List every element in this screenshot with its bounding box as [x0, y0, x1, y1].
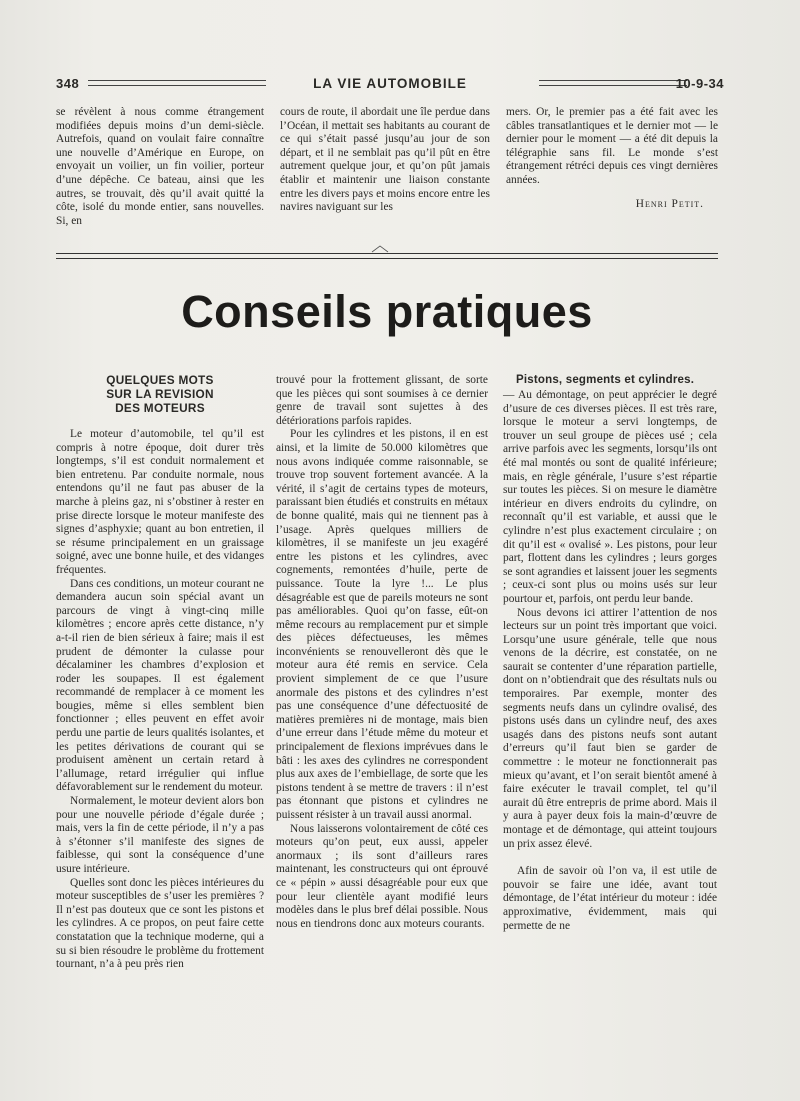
issue-date: 10-9-34 — [675, 76, 724, 91]
paragraph: Normalement, le moteur devient alors bon pour une nouvelle période d’égale durée ; mais, vers la fin de cette période, il n’y a pas à s’étonner s’il manifeste des signes de faiblesse, qui sont la conséquence d’une usure intérieure. — [56, 795, 264, 875]
paragraph: Le moteur d’automobile, tel qu’il est compris à notre époque, doit durer très longtemps, s’il est conduit normalement et bien entretenu. Par conduite normale, nous entendons qu’il ne faut pas abuser de la marche à pleins gaz, ni s’obstiner à rester en prise directe lorsque le moteur manifeste des signes d’asphyxie; quant au bon entretien, il se résume principalement en un graissage soigné, avec une bonne huile, et des vidanges fréquentes. — [56, 428, 264, 576]
journal-title: LA VIE AUTOMOBILE — [313, 76, 467, 91]
paragraph: trouvé pour la frottement glissant, de sorte que les pièces qui sont soumises à ce dernier genre de travail sont sujettes à des détériorations parfois rapides. — [276, 374, 488, 427]
paragraph: mers. Or, le premier pas a été fait avec les câbles transatlantiques et le dernier mot — le dernier pour le moment — a été dit depuis la télégraphie sans fil. Le monde s’est étrangement rétréci depuis ces vingt dernières années. — [506, 106, 718, 186]
author-signature: Henri Petit. — [635, 197, 704, 210]
subtitle-line-1: QUELQUES MOTS — [106, 373, 214, 387]
section-separator — [56, 253, 718, 259]
section-heading: Pistons, segments et cylindres. — [516, 374, 695, 386]
paragraph: Quelles sont donc les pièces intérieures du moteur susceptibles de s’user les premières ? Il n’est pas douteux que ce sont les pistons et les cylindres. A ce propos, on peut faire cette constatation que la technique moderne, qui a su si bien résoudre le problème du frottement tournant, n’a à peu près rien — [56, 876, 264, 971]
paragraph: cours de route, il abordait une île perdue dans l’Océan, il mettait ses habitants au courant de ce qui s’était passé jusqu’au jour de son départ, et il ne semblait pas qu’il pût en être autrement quelque jour, et qu’on pût jamais établir et maintenir une liaison constante entre les divers pays et moins encore entre les navires naviguant sur les — [280, 106, 490, 214]
paragraph: Nous devons ici attirer l’attention de nos lecteurs sur un point très important que voici. Lorsqu’une usure générale, telle que nous venons de la décrire, est constatée, on ne saurait se contenter d’une réparation partielle, dont on n’obtiendrait que des résultats nuls ou temporaires. Par exemple, monter des segments neufs dans un cylindre ovalisé, des pistons usés dans un cylindre neuf, des axes usagés dans des pistons neufs sont autant d’erreurs qu’il faut bien se garder de commettre : le moteur ne fonctionnerait pas mieux qu’avant, et l’on serait bientôt amené à faire exécuter le travail complet, tel qu’il aurait dû être entrepris de prime abord. Mais il y aura à payer deux fois la main-d’œuvre de montage et de démontage, qui atteint toujours un prix assez élevé. — [503, 606, 717, 850]
paragraph: se révèlent à nous comme étrangement modifiées depuis moins d’un demi-siècle. Autrefois, quand on voulait faire connaître une nouvelle d’Amérique en Europe, on envoyait un voilier, un fin voilier, porteur d’une dépêche. Ce bateau, ainsi que les autres, se trouvait, dès qu’il avait quitté la côte, isolé du monde entier, sans nouvelles. Si, en — [56, 106, 264, 227]
subtitle-line-2: SUR LA REVISION — [106, 387, 214, 401]
subtitle-line-3: DES MOTEURS — [115, 401, 205, 415]
paragraph-gap — [503, 851, 717, 865]
top-column-1 — [56, 106, 264, 228]
paragraph: — Au démontage, on peut apprécier le degré d’usure de ces diverses pièces. Il est très rare, lorsque le moteur a servi longtemps, de trouver un seul groupe de pièces usé ; cela arrive parfois avec les segments, lorsqu’ils ont été mal montés ou sont de qualité inférieure; mais, en règle générale, l’usure s’est répartie sur toutes les pièces. Si on mesure le diamètre intérieur en divers endroits du cylindre, on reconnaît qu’il est variable, et aussi que le cylindre n’est plus exactement circulaire ; on dit qu’il est « ovalisé ». Les pistons, pour leur part, flottent dans les cylindres ; leurs gorges se sont agrandies et laissent jouer les segments ; ceux-ci sont plus ou moins usés sur leur pourtour et, parfois, ont perdu leur bande. — [503, 389, 717, 605]
paragraph: Pour les cylindres et les pistons, il en est ainsi, et la limite de 50.000 kilomètres que nous avons indiquée comme raisonnable, se trouve trop souvent fortement avancée. A la vérité, il s’agit de certains types de moteurs, paraissant bien étudiés et construits en métaux de bonne qualité, mais qui ne tiennent pas à l’usage. Après quelques milliers de kilomètres, il se manifeste un jeu exagéré entre les pistons et les cylindres, avec cognements, remontées d’huile, perte de puissance. Toute la lyre !... Le plus désagréable est que de pareils moteurs ne sont pas améliorables. Quoi qu’on fasse, eût-on même recours au remplacement pur et simple des pièces défectueuses, les mêmes inconvénients se renouvelleront dès que le moteur aura été remis en service. Cela provient simplement de ce que l’usure anormale des pistons et des cylindres n’est pas une conséquence d’une défectuosité de matières premières ni de montage, mais bien d’une erreur dans l’étude même du moteur et principalement de flexions imprévues dans le bâti : les axes des cylindres ne correspondent plus aux axes de l’embiellage, de sorte que les pistons tendent à se mettre de travers : il n’est pas étonnant que pistons et cylindres ne puissent résister à un travail aussi anormal. — [276, 428, 488, 821]
article-column-1 — [56, 428, 264, 972]
paragraph: Nous laisserons volontairement de côté ces moteurs qu’on peut, eux aussi, appeler anormaux ; ils sont d’ailleurs rares maintenant, les constructeurs qui ont éprouvé ce « pépin » aussi désagréable pour eux que pour leur clientèle ayant modifié leurs modèles dans le plus bref délai possible. Nous nous en tiendrons donc aux moteurs courants. — [276, 822, 488, 930]
header-rule-right — [539, 80, 687, 86]
article-headline: Conseils pratiques — [181, 286, 593, 337]
paragraph: Dans ces conditions, un moteur courant ne demandera aucun soin spécial avant un parcours de vingt à vingt-cinq mille kilomètres ; encore après cette distance, n’y a-t-il rien de bien sérieux à faire; mais il est prudent de démonter la culasse pour décalaminer les chambres d’explosion et roder les soupapes. Il est également recommandé de remplacer à ce moment les bougies, même si elles semblent bien fonctionner ; elles peuvent en effet avoir perdu une partie de leurs qualités isolantes, et les petites dérivations de courant qui se produisent amènent un certain retard à l’allumage, retard irrégulier qui influe défavorablement sur le rendement du moteur. — [56, 577, 264, 794]
paragraph: Afin de savoir où l’on va, il est utile de pouvoir se faire une idée, avant tout démontage, de l’état intérieur du moteur : idée approximative, évidemment, mais qui permette de ne — [503, 865, 717, 932]
top-column-2 — [280, 106, 490, 215]
article-column-3 — [503, 389, 717, 933]
page-number: 348 — [56, 76, 80, 91]
page-header — [56, 74, 724, 96]
top-column-3 — [506, 106, 718, 211]
article-column-2 — [276, 374, 488, 931]
